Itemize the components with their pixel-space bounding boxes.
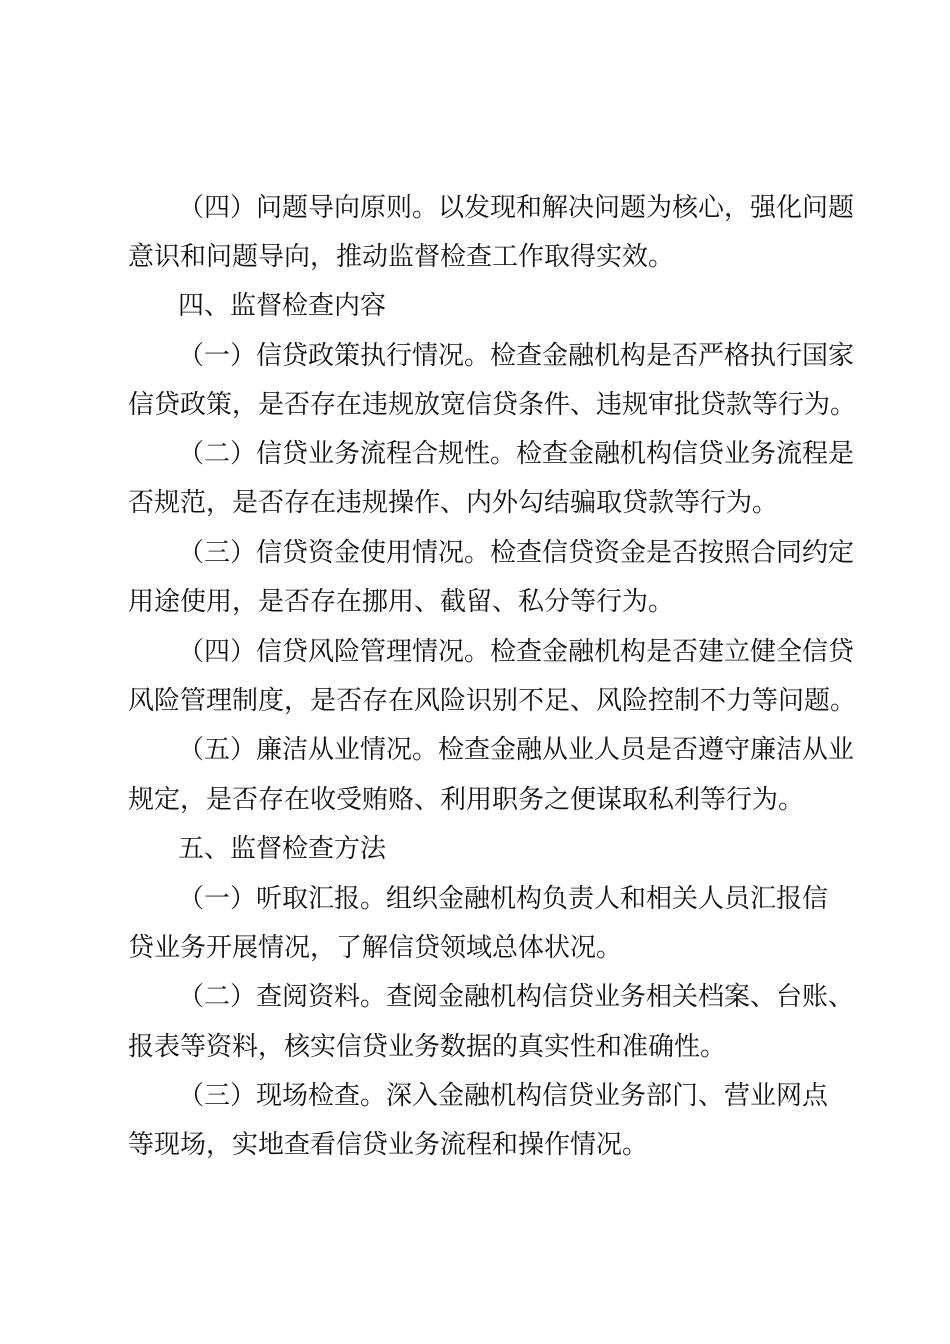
paragraph-content-1-line-1: （一）信贷政策执行情况。检查金融机构是否严格执行国家: [178, 341, 855, 371]
paragraph-principle-4-line-2: 意识和问题导向，推动监督检查工作取得实效。: [128, 242, 675, 272]
paragraph-method-3-line-2: 等现场，实地查看信贷业务流程和操作情况。: [128, 1130, 649, 1160]
paragraph-content-5-line-1: （五）廉洁从业情况。检查金融从业人员是否遵守廉洁从业: [178, 735, 855, 765]
paragraph-content-5-line-2: 规定，是否存在收受贿赂、利用职务之便谋取私利等行为。: [128, 785, 805, 815]
section-heading-4: 四、监督检查内容: [178, 291, 387, 321]
paragraph-content-2-line-1: （二）信贷业务流程合规性。检查金融机构信贷业务流程是: [178, 439, 855, 469]
paragraph-method-2-line-1: （二）查阅资料。查阅金融机构信贷业务相关档案、台账、: [178, 982, 855, 1012]
paragraph-principle-4-line-1: （四）问题导向原则。以发现和解决问题为核心，强化问题: [178, 193, 855, 223]
paragraph-content-2-line-2: 否规范，是否存在违规操作、内外勾结骗取贷款等行为。: [128, 488, 779, 518]
paragraph-method-3-line-1: （三）现场检查。深入金融机构信贷业务部门、营业网点: [178, 1081, 829, 1111]
paragraph-content-3-line-2: 用途使用，是否存在挪用、截留、私分等行为。: [128, 587, 675, 617]
paragraph-method-1-line-2: 贷业务开展情况，了解信贷领域总体状况。: [128, 933, 623, 963]
paragraph-content-3-line-1: （三）信贷资金使用情况。检查信贷资金是否按照合同约定: [178, 538, 855, 568]
paragraph-content-4-line-1: （四）信贷风险管理情况。检查金融机构是否建立健全信贷: [178, 637, 855, 667]
section-heading-5: 五、监督检查方法: [178, 834, 387, 864]
paragraph-method-2-line-2: 报表等资料，核实信贷业务数据的真实性和准确性。: [128, 1032, 727, 1062]
paragraph-content-1-line-2: 信贷政策，是否存在违规放宽信贷条件、违规审批贷款等行为。: [128, 390, 857, 420]
paragraph-content-4-line-2: 风险管理制度，是否存在风险识别不足、风险控制不力等问题。: [128, 686, 857, 716]
paragraph-method-1-line-1: （一）听取汇报。组织金融机构负责人和相关人员汇报信: [178, 884, 829, 914]
